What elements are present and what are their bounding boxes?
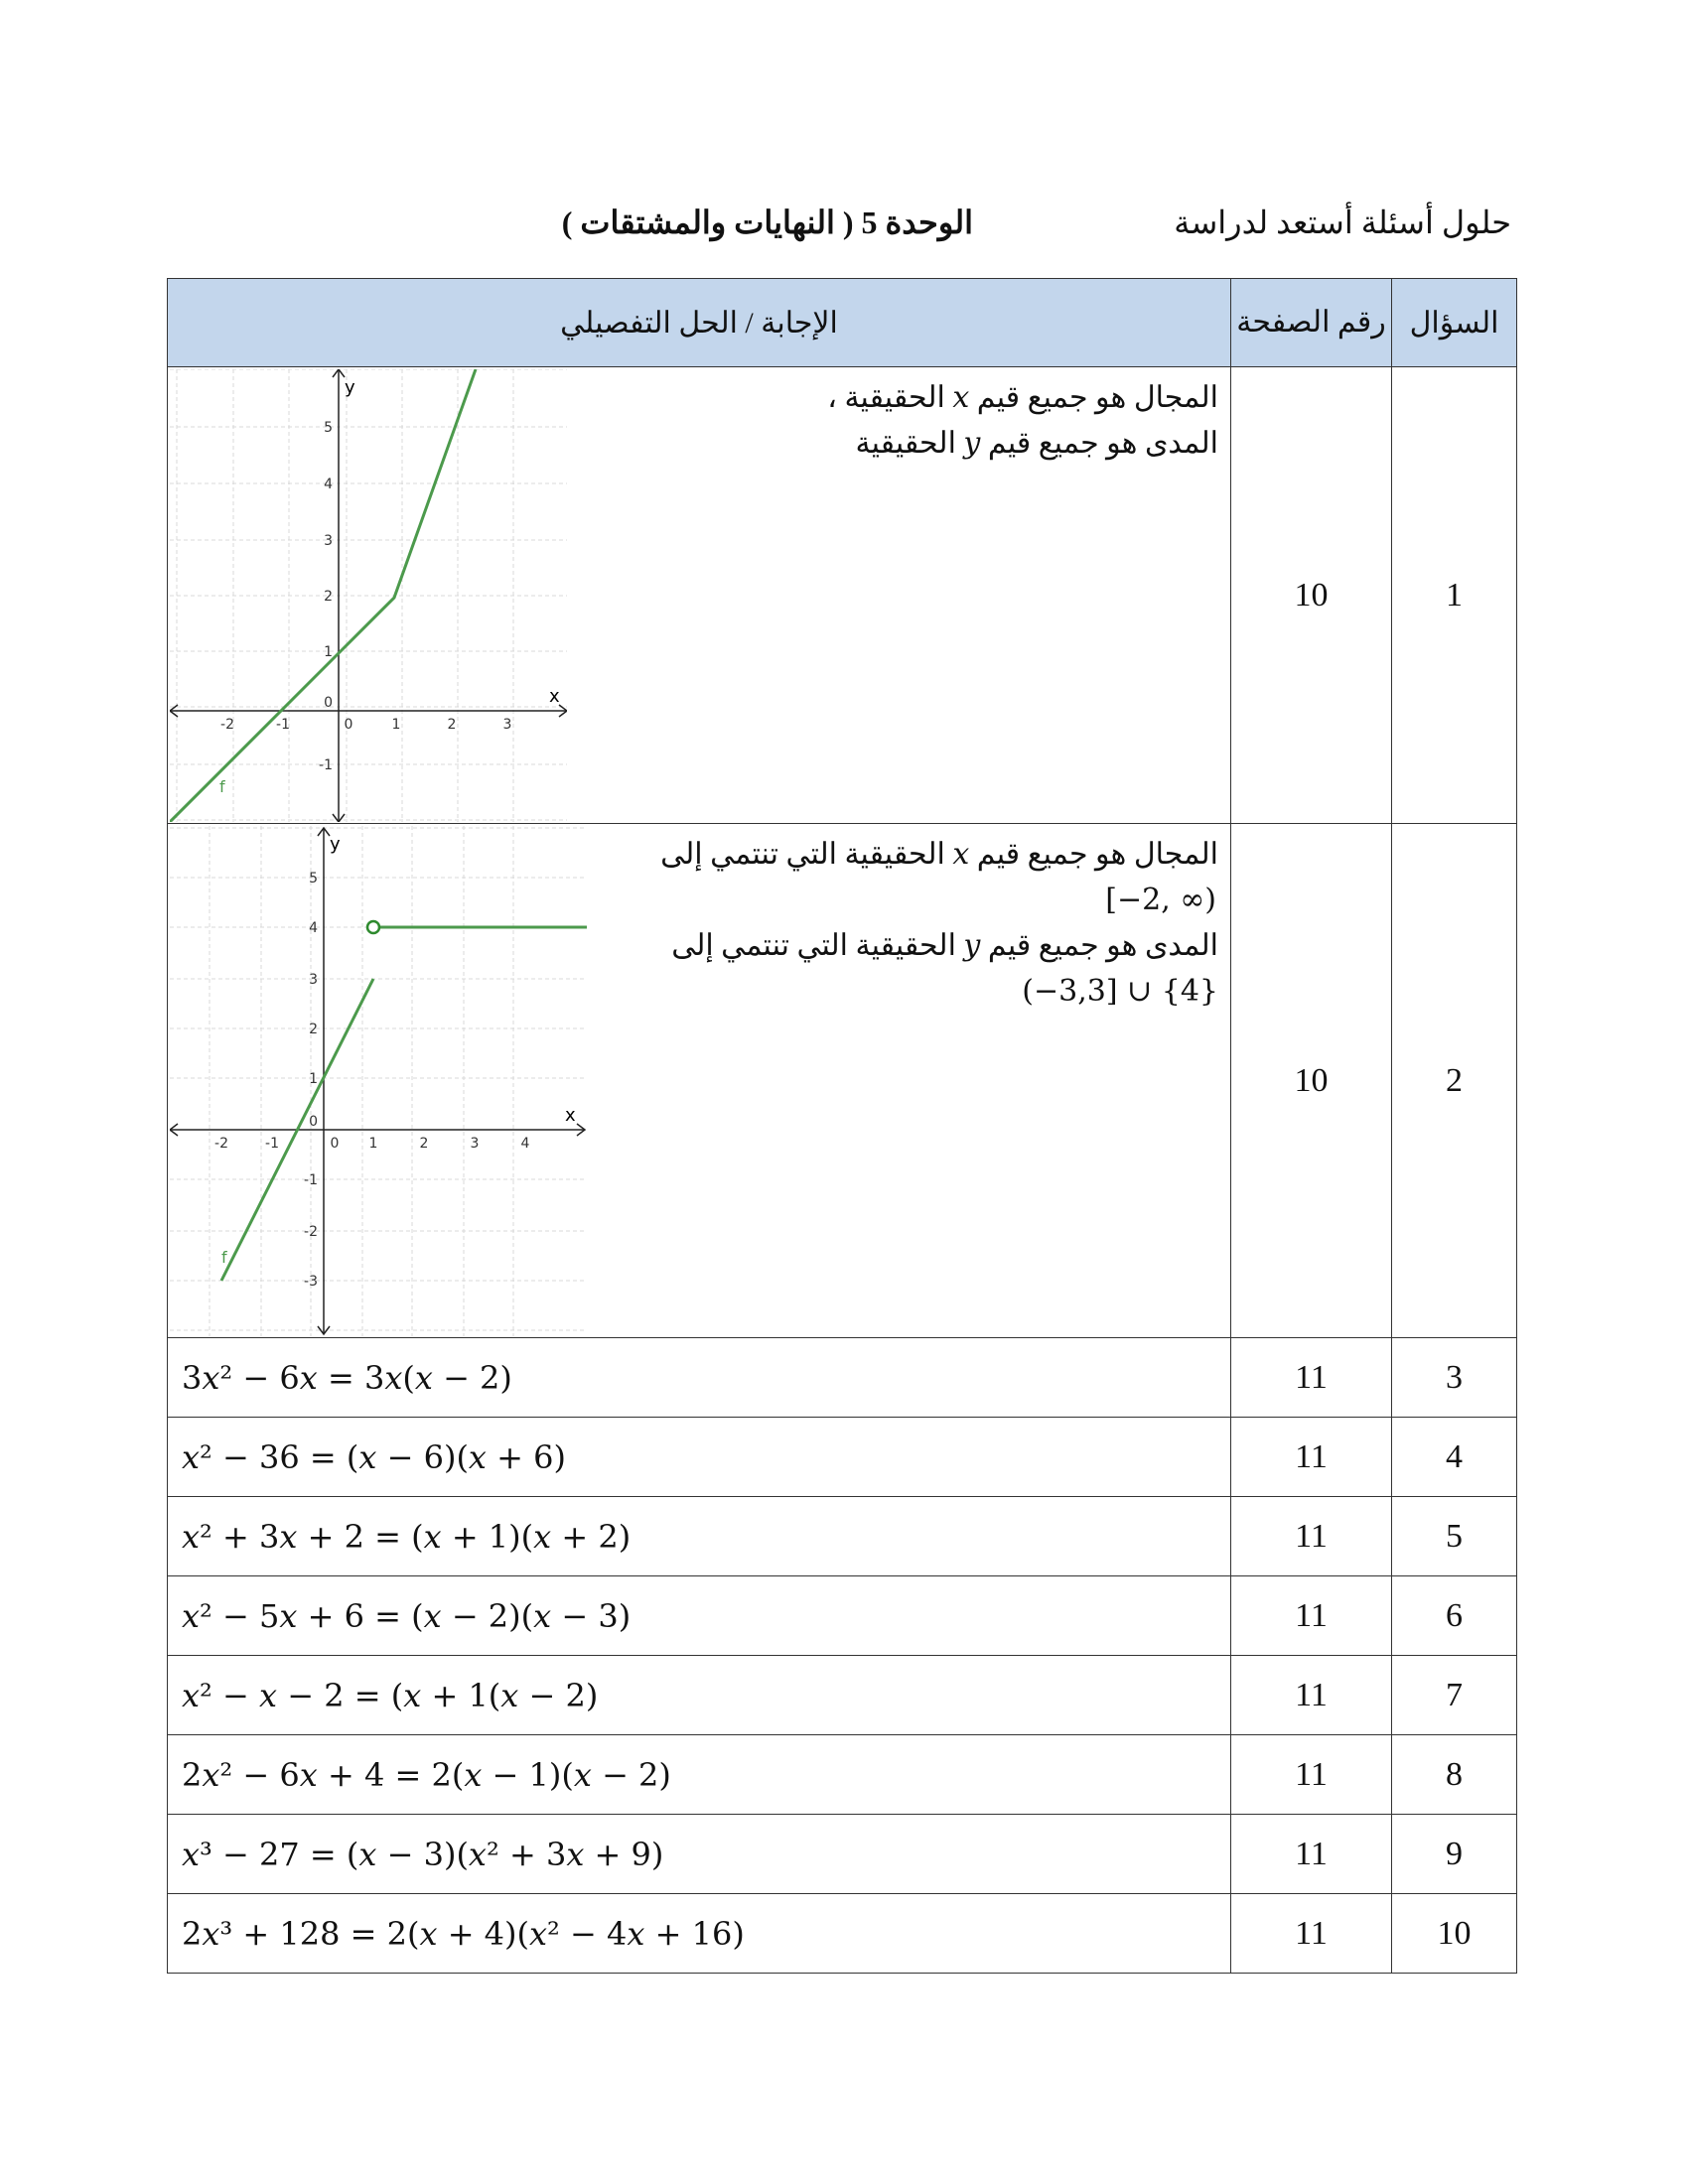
x-axis-label: x: [549, 686, 560, 707]
function-label: f: [221, 1248, 227, 1267]
x-tick-labels: [214, 1136, 530, 1152]
answer-line: المجال هو جميع قيم 𝑥 الحقيقية التي تنتمي إلى: [660, 838, 1218, 871]
header-page-number: رقم الصفحة: [1231, 279, 1392, 367]
question-number-cell: 2: [1392, 824, 1517, 1338]
answer-line: المدى هو جميع قيم 𝑦 الحقيقية: [855, 427, 1218, 460]
page-number-cell: 11: [1231, 1815, 1392, 1894]
x-tick-label: -1: [276, 717, 290, 733]
graph-2: [170, 826, 587, 1336]
table-row: [168, 367, 1517, 824]
answer-text: [827, 375, 1218, 467]
y-tick-label: -3: [304, 1274, 318, 1290]
table-row: [168, 1497, 1517, 1576]
page-number-cell: 11: [1231, 1894, 1392, 1974]
equation-cell: 2𝑥² − 6𝑥 + 4 = 2(𝑥 − 1)(𝑥 − 2): [168, 1735, 1231, 1815]
table-row: [168, 1735, 1517, 1815]
answer-cell: [168, 824, 1231, 1338]
y-tick-label: 5: [309, 871, 318, 887]
x-tick-label: 0: [344, 717, 353, 733]
equation-cell: 𝑥³ − 27 = (𝑥 − 3)(𝑥² + 3𝑥 + 9): [168, 1815, 1231, 1894]
equation-cell: 𝑥² − 5𝑥 + 6 = (𝑥 − 2)(𝑥 − 3): [168, 1576, 1231, 1656]
answer-text: [660, 832, 1218, 1015]
x-tick-label: 3: [470, 1136, 480, 1152]
equation-cell: 𝑥² + 3𝑥 + 2 = (𝑥 + 1)(𝑥 + 2): [168, 1497, 1231, 1576]
table-row: [168, 1418, 1517, 1497]
x-tick-label: -2: [220, 717, 234, 733]
equation-cell: 𝑥² − 𝑥 − 2 = (𝑥 + 1(𝑥 − 2): [168, 1656, 1231, 1735]
table-row: [168, 824, 1517, 1338]
header-question: السؤال: [1392, 279, 1517, 367]
x-tick-label: 1: [368, 1136, 378, 1152]
question-number-cell: 3: [1392, 1338, 1517, 1418]
question-number-cell: 1: [1392, 367, 1517, 824]
question-number-cell: 7: [1392, 1656, 1517, 1735]
y-tick-label: 0: [324, 695, 333, 711]
x-tick-label: 1: [391, 717, 401, 733]
x-tick-label: 3: [502, 717, 512, 733]
y-tick-label: 2: [324, 589, 333, 605]
x-axis-label: x: [565, 1105, 576, 1126]
equation-cell: 2𝑥³ + 128 = 2(𝑥 + 4)(𝑥² − 4𝑥 + 16): [168, 1894, 1231, 1974]
y-tick-label: 3: [309, 972, 318, 988]
table-row: [168, 1894, 1517, 1974]
question-number-cell: 4: [1392, 1418, 1517, 1497]
answer-line: المجال هو جميع قيم 𝑥 الحقيقية ،: [827, 381, 1218, 414]
graph-1: [170, 369, 567, 822]
page-number-cell: 11: [1231, 1576, 1392, 1656]
page-number-cell: 11: [1231, 1338, 1392, 1418]
answer-line: المدى هو جميع قيم 𝑦 الحقيقية التي تنتمي إلى: [671, 929, 1218, 962]
header-answer: الإجابة / الحل التفصيلي: [168, 279, 1231, 367]
x-tick-label: 2: [447, 717, 457, 733]
page-number-cell: 11: [1231, 1497, 1392, 1576]
y-tick-label: -1: [304, 1172, 318, 1188]
question-number-cell: 8: [1392, 1735, 1517, 1815]
y-tick-label: -1: [319, 757, 333, 773]
y-tick-labels: [304, 871, 318, 1290]
solutions-table: [167, 278, 1517, 1974]
table-row: [168, 1576, 1517, 1656]
x-tick-label: -2: [214, 1136, 228, 1152]
table-row: [168, 1815, 1517, 1894]
question-number-cell: 5: [1392, 1497, 1517, 1576]
x-tick-label: -1: [265, 1136, 279, 1152]
y-tick-label: 4: [324, 477, 333, 492]
x-tick-label: 2: [419, 1136, 429, 1152]
answer-domain-interval: [−2, ∞): [1105, 883, 1216, 917]
unit-title: الوحدة 5 ( النهايات والمشتقات ): [561, 205, 973, 240]
open-circle-point: [367, 921, 379, 933]
question-number-cell: 10: [1392, 1894, 1517, 1974]
page-number-cell: 11: [1231, 1656, 1392, 1735]
equation-cell: 𝑥² − 36 = (𝑥 − 6)(𝑥 + 6): [168, 1418, 1231, 1497]
y-tick-label: 5: [324, 420, 333, 436]
page-number-cell: 10: [1231, 824, 1392, 1338]
y-axis-label: y: [345, 377, 355, 398]
function-label: f: [219, 777, 225, 796]
y-tick-label: 2: [309, 1022, 318, 1037]
y-tick-label: 0: [309, 1114, 318, 1130]
equation-cell: 3𝑥² − 6𝑥 = 3𝑥(𝑥 − 2): [168, 1338, 1231, 1418]
page-number-cell: 11: [1231, 1418, 1392, 1497]
grid: [170, 369, 567, 822]
question-number-cell: 9: [1392, 1815, 1517, 1894]
answer-range-interval: (−3,3] ∪ {4}: [1022, 974, 1218, 1009]
x-tick-label: 4: [520, 1136, 530, 1152]
x-tick-label: 0: [330, 1136, 340, 1152]
y-tick-label: 3: [324, 533, 333, 549]
answer-cell: [168, 367, 1231, 824]
x-tick-labels: [220, 717, 511, 733]
table-row: [168, 1656, 1517, 1735]
y-tick-label: -2: [304, 1224, 318, 1240]
page-number-cell: 10: [1231, 367, 1392, 824]
question-number-cell: 6: [1392, 1576, 1517, 1656]
y-tick-label: 4: [309, 920, 318, 936]
table-header-row: [168, 279, 1517, 367]
y-tick-label: 1: [324, 644, 333, 660]
table-row: [168, 1338, 1517, 1418]
y-tick-label: 1: [309, 1071, 318, 1087]
page-number-cell: 11: [1231, 1735, 1392, 1815]
y-axis-label: y: [330, 834, 341, 855]
document-title: حلول أسئلة أستعد لدراسة: [1174, 205, 1511, 240]
y-tick-labels: [319, 420, 333, 773]
